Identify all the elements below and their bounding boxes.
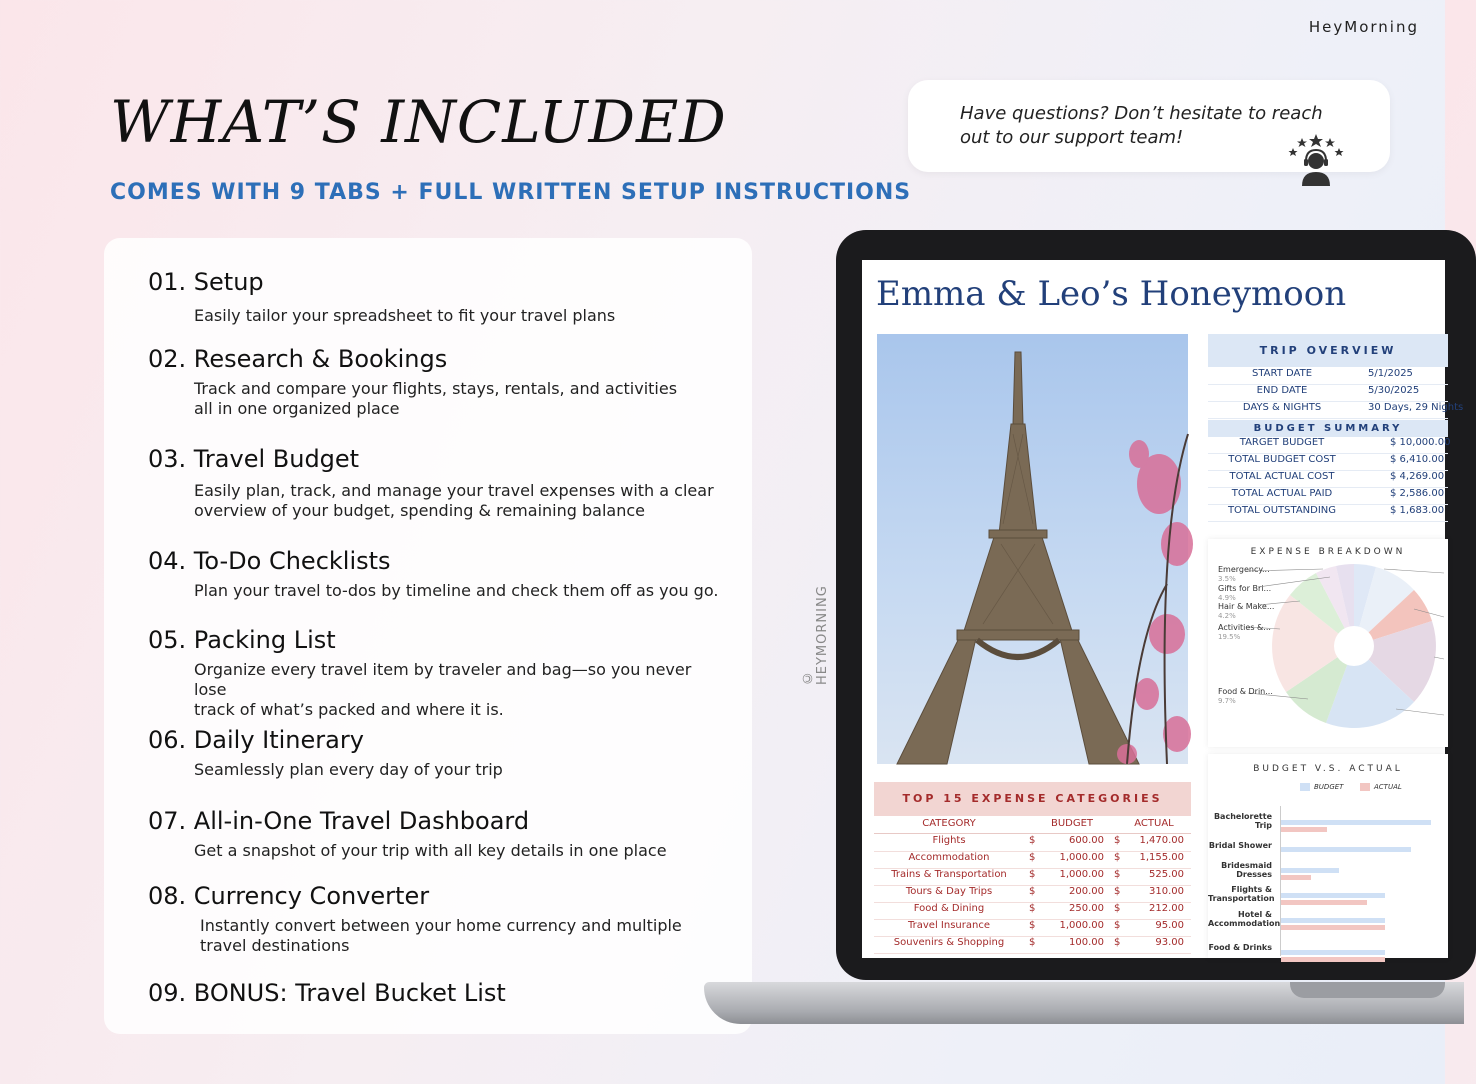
overview-row	[1208, 385, 1448, 402]
summary-row	[1208, 471, 1448, 488]
cell-category: Souvenirs & Shopping	[893, 937, 1005, 948]
item-desc	[148, 481, 728, 521]
list-item-travel-dashboard	[148, 807, 728, 861]
bar-budget	[1281, 918, 1385, 923]
bar-category-label: Bachelorette Trip	[1213, 812, 1272, 830]
list-item-todo-checklists	[148, 547, 728, 601]
table-row	[874, 920, 1191, 937]
cell-actual: 1,155.00	[1139, 852, 1184, 863]
item-desc-line: Easily tailor your spreadsheet to fit your travel plans	[194, 306, 616, 325]
item-desc-line: Plan your travel to-dos by timeline and check them off as you go.	[194, 581, 719, 600]
col-category: CATEGORY	[922, 818, 976, 829]
cell-budget: 1,000.00	[1059, 920, 1104, 931]
legend-label-budget: BUDGET	[1314, 783, 1344, 791]
cell-category: Accommodation	[908, 852, 990, 863]
cell-actual: 525.00	[1149, 869, 1184, 880]
row-label: START DATE	[1251, 368, 1313, 379]
expense-breakdown-panel	[1208, 539, 1448, 747]
spreadsheet-title: Emma & Leo’s Honeymoon	[876, 274, 1347, 314]
row-value: $ 6,410.00	[1390, 454, 1445, 465]
col-budget: BUDGET	[1050, 818, 1094, 829]
bar-budget	[1281, 893, 1385, 898]
item-desc	[148, 581, 728, 601]
bar-category-label: Hotel & Accommodation	[1208, 910, 1281, 928]
cell-budget: 250.00	[1069, 903, 1104, 914]
bar-actual	[1281, 827, 1327, 832]
item-desc-line: Easily plan, track, and manage your travel expenses with a clear	[194, 481, 714, 500]
cell-category: Trains & Transportation	[891, 869, 1007, 880]
top15-heading: TOP 15 EXPENSE CATEGORIES	[874, 782, 1191, 816]
cell-currency: $	[1114, 852, 1121, 863]
summary-row	[1208, 454, 1448, 471]
cell-currency: $	[1114, 835, 1121, 846]
row-label: DAYS & NIGHTS	[1242, 402, 1322, 413]
cell-budget: 600.00	[1069, 835, 1104, 846]
summary-row	[1208, 505, 1448, 522]
cell-category: Travel Insurance	[908, 920, 990, 931]
list-item-research-bookings	[148, 345, 728, 419]
bar-category-label: Food & Drinks	[1208, 943, 1272, 952]
item-desc-line: Track and compare your flights, stays, rentals, and activities	[194, 379, 678, 398]
cell-budget: 1,000.00	[1059, 869, 1104, 880]
row-value: 5/1/2025	[1368, 368, 1413, 379]
item-desc-line: Organize every travel item by traveler and bag—so you never lose	[194, 660, 692, 699]
item-title: 09. BONUS: Travel Bucket List	[148, 979, 506, 1007]
table-row	[874, 835, 1191, 852]
cell-currency: $	[1114, 869, 1121, 880]
row-label: TOTAL BUDGET COST	[1228, 454, 1336, 465]
row-label: TOTAL ACTUAL PAID	[1231, 488, 1333, 499]
row-value: $ 10,000.00	[1390, 437, 1451, 448]
expense-pct: 3.5%	[1218, 575, 1236, 583]
row-value: $ 4,269.00	[1390, 471, 1445, 482]
cell-budget: 1,000.00	[1059, 852, 1104, 863]
item-desc-line: Instantly convert between your home currency and multiple	[200, 916, 682, 935]
row-label: TOTAL OUTSTANDING	[1227, 505, 1337, 516]
overview-row	[1208, 368, 1448, 385]
item-title: 02. Research & Bookings	[148, 345, 448, 373]
item-desc-line: overview of your budget, spending & remaining balance	[194, 501, 645, 520]
row-value: $ 1,683.00	[1390, 505, 1445, 516]
cell-category: Food & Dining	[913, 903, 985, 914]
eiffel-tower-illustration	[877, 334, 1188, 764]
cell-currency: $	[1029, 869, 1036, 880]
expense-label: Gifts for Bri...	[1218, 584, 1272, 593]
col-actual: ACTUAL	[1134, 818, 1174, 829]
item-desc	[148, 660, 728, 720]
budget-vs-actual-heading: BUDGET V.S. ACTUAL	[1253, 764, 1403, 774]
support-line-1: Have questions? Don’t hesitate to reach	[960, 103, 1323, 124]
support-agent-icon	[1288, 132, 1344, 186]
row-label: TOTAL ACTUAL COST	[1229, 471, 1335, 482]
legend-swatch-budget	[1300, 783, 1310, 791]
item-desc	[148, 379, 728, 419]
page-subheadline: COMES WITH 9 TABS + FULL WRITTEN SETUP INSTRUCTIONS	[110, 180, 912, 205]
cell-currency: $	[1029, 903, 1036, 914]
list-item-setup	[148, 268, 728, 326]
page-headline: WHAT’S INCLUDED	[110, 88, 727, 156]
expense-label: Food & Drin...	[1218, 687, 1273, 696]
budget-summary-heading: BUDGET SUMMARY	[1208, 420, 1448, 437]
cell-budget: 200.00	[1069, 886, 1104, 897]
item-desc	[148, 916, 728, 956]
budget-vs-actual-panel	[1208, 754, 1448, 958]
legend-label-actual: ACTUAL	[1374, 783, 1402, 791]
expense-breakdown-heading: EXPENSE BREAKDOWN	[1250, 547, 1406, 557]
expense-pct: 4.9%	[1218, 594, 1236, 602]
item-title: 07. All-in-One Travel Dashboard	[148, 807, 530, 835]
cell-budget: 100.00	[1069, 937, 1104, 948]
table-row	[874, 869, 1191, 886]
cell-currency: $	[1029, 920, 1036, 931]
bar-budget	[1281, 847, 1411, 852]
cell-currency: $	[1114, 903, 1121, 914]
cell-actual: 93.00	[1155, 937, 1184, 948]
row-value: $ 2,586.00	[1390, 488, 1445, 499]
item-desc	[148, 760, 728, 780]
row-label: TARGET BUDGET	[1239, 437, 1325, 448]
list-item-currency-converter	[148, 882, 728, 956]
tabs-list-card	[104, 238, 752, 1034]
support-card	[908, 80, 1390, 172]
cell-category: Tours & Day Trips	[905, 886, 993, 897]
legend-swatch-actual	[1360, 783, 1370, 791]
table-row	[874, 937, 1191, 954]
item-desc-line: Seamlessly plan every day of your trip	[194, 760, 503, 779]
bar-category-label: Flights & Transportation	[1208, 885, 1275, 903]
cell-currency: $	[1114, 886, 1121, 897]
top15-column-headers	[874, 818, 1191, 834]
watermark: © HEYMORNING	[800, 585, 830, 685]
list-item-bucket-list	[148, 979, 728, 1007]
item-title: 08. Currency Converter	[148, 882, 430, 910]
expense-pct: 4.2%	[1218, 612, 1236, 620]
table-row	[874, 852, 1191, 869]
cell-currency: $	[1114, 937, 1121, 948]
expense-label: Emergency...	[1218, 565, 1270, 574]
brand-logo: HeyMorning	[1308, 18, 1419, 36]
bar-budget	[1281, 820, 1431, 825]
item-title: 05. Packing List	[148, 626, 336, 654]
cell-currency: $	[1029, 937, 1036, 948]
cell-actual: 95.00	[1155, 920, 1184, 931]
item-title: 06. Daily Itinerary	[148, 726, 364, 754]
cell-currency: $	[1029, 835, 1036, 846]
cell-currency: $	[1114, 920, 1121, 931]
bar-actual	[1281, 925, 1385, 930]
cell-actual: 212.00	[1149, 903, 1184, 914]
row-value: 30 Days, 29 Nights	[1368, 402, 1464, 413]
spreadsheet-screen	[862, 260, 1464, 958]
overview-row	[1208, 402, 1464, 419]
bar-budget	[1281, 950, 1385, 955]
bar-category-label: Bridesmaid Dresses	[1221, 861, 1272, 879]
cell-currency: $	[1029, 852, 1036, 863]
summary-row	[1208, 488, 1448, 505]
item-desc-line: track of what’s packed and where it is.	[194, 700, 504, 719]
bar-actual	[1281, 957, 1385, 962]
cell-currency: $	[1029, 886, 1036, 897]
cell-actual: 310.00	[1149, 886, 1184, 897]
list-item-packing-list	[148, 626, 728, 720]
table-row	[874, 903, 1191, 920]
list-item-travel-budget	[148, 445, 728, 521]
summary-row	[1208, 437, 1451, 454]
item-desc-line: all in one organized place	[194, 399, 400, 418]
table-row	[874, 886, 1191, 903]
item-desc	[148, 841, 728, 861]
expense-pct: 9.7%	[1218, 697, 1236, 705]
cell-category: Flights	[932, 835, 966, 846]
cell-actual: 1,470.00	[1139, 835, 1184, 846]
eiffel-tower-photo	[877, 334, 1188, 764]
bar-budget	[1281, 868, 1339, 873]
bar-actual	[1281, 875, 1311, 880]
expense-label: Activities &...	[1218, 623, 1271, 632]
item-title: 03. Travel Budget	[148, 445, 360, 473]
trip-overview-heading: TRIP OVERVIEW	[1208, 334, 1448, 367]
expense-pct: 19.5%	[1218, 633, 1241, 641]
bar-category-label: Bridal Shower	[1208, 841, 1272, 850]
item-desc	[148, 306, 728, 326]
item-desc-line: Get a snapshot of your trip with all key details in one place	[194, 841, 667, 860]
expense-label: Hair & Make...	[1218, 602, 1275, 611]
support-text	[960, 102, 1340, 150]
row-value: 5/30/2025	[1368, 385, 1420, 396]
item-title: 01. Setup	[148, 268, 264, 296]
laptop-notch	[1290, 982, 1445, 998]
bar-actual	[1281, 900, 1367, 905]
item-title: 04. To-Do Checklists	[148, 547, 391, 575]
list-item-daily-itinerary	[148, 726, 728, 780]
support-line-2: out to our support team!	[960, 127, 1184, 148]
item-desc-line: travel destinations	[200, 936, 350, 955]
row-label: END DATE	[1256, 385, 1308, 396]
